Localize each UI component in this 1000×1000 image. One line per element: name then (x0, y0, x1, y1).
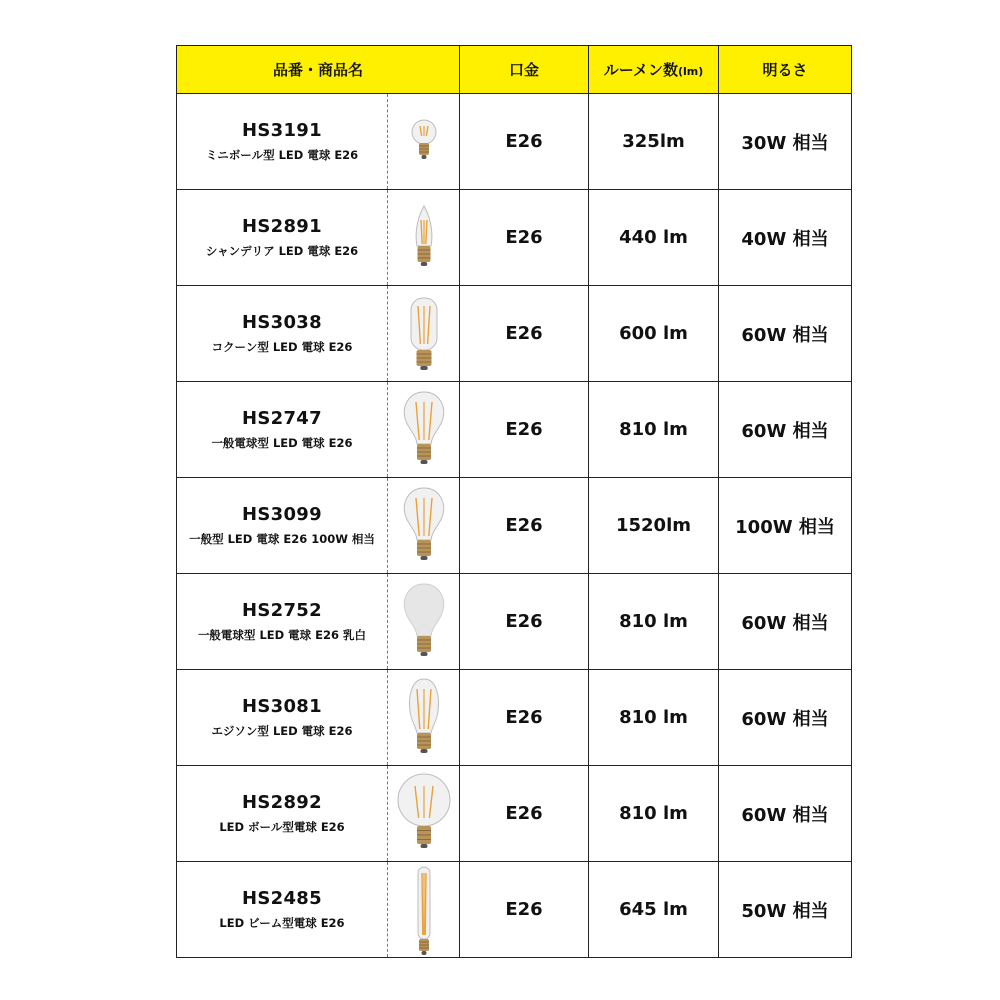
product-description: LED ビーム型電球 E26 (219, 916, 345, 930)
product-description: 一般型 LED 電球 E26 100W 相当 (189, 532, 375, 546)
globe-bulb-icon (388, 766, 459, 861)
product-cell (177, 382, 460, 478)
product-description: 一般電球型 LED 電球 E26 (211, 436, 353, 450)
spec-table (176, 45, 852, 958)
product-description: ミニボール型 LED 電球 E26 (205, 148, 359, 162)
product-text (177, 286, 388, 381)
base-value: E26 (460, 862, 589, 958)
product-code: HS2891 (242, 216, 322, 237)
product-text (177, 766, 388, 861)
base-value: E26 (460, 670, 589, 766)
header-base: 口金 (460, 46, 589, 94)
product-text (177, 862, 388, 957)
brightness-value: 60W 相当 (719, 382, 852, 478)
base-value: E26 (460, 478, 589, 574)
table-row (177, 574, 852, 670)
table-row (177, 94, 852, 190)
base-value: E26 (460, 766, 589, 862)
frosted-bulb-icon (388, 574, 459, 669)
lumen-value: 810 lm (589, 766, 719, 862)
base-value: E26 (460, 286, 589, 382)
base-value: E26 (460, 574, 589, 670)
lumen-value: 1520lm (589, 478, 719, 574)
product-text (177, 382, 388, 477)
product-cell (177, 862, 460, 958)
product-cell (177, 286, 460, 382)
base-value: E26 (460, 94, 589, 190)
lumen-value: 810 lm (589, 670, 719, 766)
table-row (177, 670, 852, 766)
lumen-value: 810 lm (589, 574, 719, 670)
product-cell (177, 94, 460, 190)
product-text (177, 670, 388, 765)
lumen-value: 600 lm (589, 286, 719, 382)
product-text (177, 190, 388, 285)
cocoon-bulb-icon (388, 286, 459, 381)
product-cell (177, 766, 460, 862)
brightness-value: 60W 相当 (719, 766, 852, 862)
product-description: LED ボール型電球 E26 (219, 820, 345, 834)
product-cell (177, 574, 460, 670)
lumen-value: 440 lm (589, 190, 719, 286)
brightness-value: 40W 相当 (719, 190, 852, 286)
header-lumen-unit: (lm) (677, 65, 704, 78)
brightness-value: 60W 相当 (719, 670, 852, 766)
mini-ball-bulb-icon (388, 94, 459, 189)
product-code: HS3099 (242, 504, 322, 525)
brightness-value: 60W 相当 (719, 286, 852, 382)
lumen-value: 645 lm (589, 862, 719, 958)
product-description: 一般電球型 LED 電球 E26 乳白 (197, 628, 367, 642)
brightness-value: 30W 相当 (719, 94, 852, 190)
chandelier-bulb-icon (388, 190, 459, 285)
product-code: HS2752 (242, 600, 322, 621)
standard-bulb-icon (388, 478, 459, 573)
product-description: エジソン型 LED 電球 E26 (211, 724, 353, 738)
brightness-value: 50W 相当 (719, 862, 852, 958)
table-row (177, 862, 852, 958)
brightness-value: 60W 相当 (719, 574, 852, 670)
product-cell (177, 478, 460, 574)
table-row (177, 286, 852, 382)
product-code: HS3191 (242, 120, 322, 141)
product-code: HS2892 (242, 792, 322, 813)
product-code: HS3038 (242, 312, 322, 333)
standard-bulb-icon (388, 382, 459, 477)
table-row (177, 190, 852, 286)
table-row (177, 766, 852, 862)
table-row (177, 478, 852, 574)
product-text (177, 478, 388, 573)
table-row (177, 382, 852, 478)
tube-bulb-icon (388, 862, 459, 957)
header-row (177, 46, 852, 94)
product-description: シャンデリア LED 電球 E26 (205, 244, 359, 258)
header-brightness: 明るさ (719, 46, 852, 94)
product-text (177, 574, 388, 669)
header-lumen (589, 46, 719, 94)
product-code: HS2485 (242, 888, 322, 909)
header-name: 品番・商品名 (177, 46, 460, 94)
product-cell (177, 190, 460, 286)
product-cell (177, 670, 460, 766)
product-code: HS3081 (242, 696, 322, 717)
lumen-value: 810 lm (589, 382, 719, 478)
edison-bulb-icon (388, 670, 459, 765)
product-text (177, 94, 388, 189)
product-description: コクーン型 LED 電球 E26 (211, 340, 353, 354)
brightness-value: 100W 相当 (719, 478, 852, 574)
base-value: E26 (460, 382, 589, 478)
base-value: E26 (460, 190, 589, 286)
product-code: HS2747 (242, 408, 322, 429)
header-lumen-label: ルーメン数 (603, 61, 678, 79)
lumen-value: 325lm (589, 94, 719, 190)
